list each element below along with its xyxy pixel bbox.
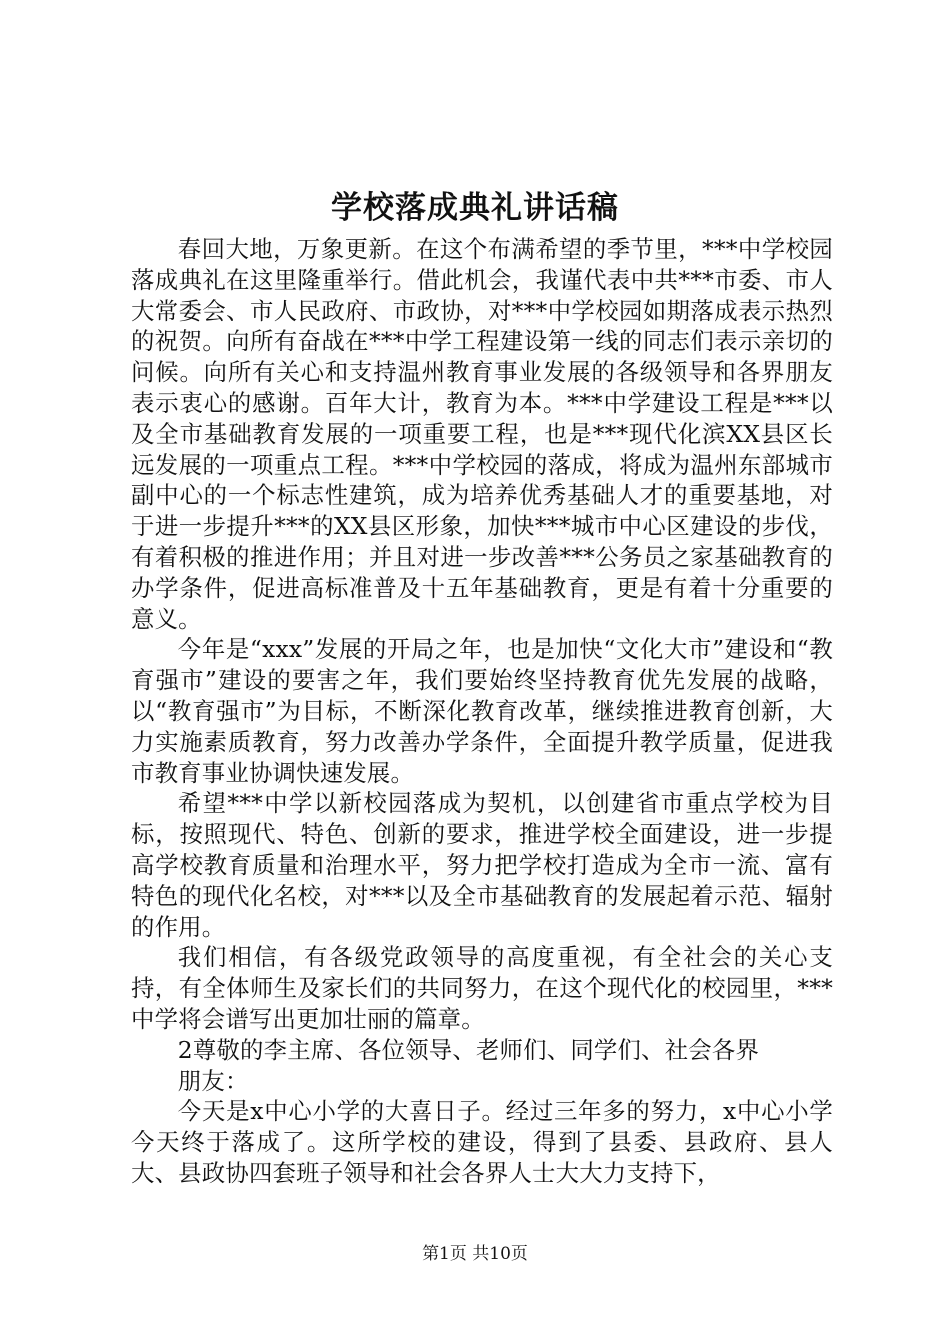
paragraph: 今年是“xxx”发展的开局之年，也是加快“文化大市”建设和“教育强市”建设的要害之年，我们要始终坚持教育优先发展的战略，以“教育强市”为目标，不断深化教育改革，继续推进教育创新，大力实施素质教育，努力改善办学条件，全面提升教学质量，促进我市教育事业协调快速发展。 [131,635,833,787]
page-footer: 第1页 共10页 [422,1244,528,1264]
document-title: 学校落成典礼讲话稿 [331,190,619,226]
document-body [131,234,833,1189]
paragraph: 今天是x中心小学的大喜日子。经过三年多的努力，x中心小学今天终于落成了。这所学校的建设，得到了县委、县政府、县人大、县政协四套班子领导和社会各界人士大大力支持下， [131,1097,833,1187]
paragraph: 春回大地，万象更新。在这个布满希望的季节里，***中学校园落成典礼在这里隆重举行。借此机会，我谨代表中共***市委、市人大常委会、市人民政府、市政协，对***中学校园如期落成表示热烈的祝贺。向所有奋战在***中学工程建设第一线的同志们表示亲切的问候。向所有关心和支持温州教育事业发展的各级领导和各界朋友表示衷心的感谢。百年大计，教育为本。***中学建设工程是***以及全市基础教育发展的一项重要工程，也是***现代化滨XX县区长远发展的一项重点工程。***中学校园的落成，将成为温州东部城市副中心的一个标志性建筑，成为培养优秀基础人才的重要基地，对于进一步提升***的XX县区形象，加快***城市中心区建设的步伐，有着积极的推进作用；并且对进一步改善***公务员之家基础教育的办学条件，促进高标准普及十五年基础教育，更是有着十分重要的意义。 [131,235,833,633]
paragraph: 希望***中学以新校园落成为契机，以创建省市重点学校为目标，按照现代、特色、创新的要求，推进学校全面建设，进一步提高学校教育质量和治理水平，努力把学校打造成为全市一流、富有特色的现代化名校，对***以及全市基础教育的发展起着示范、辐射的作用。 [131,789,833,941]
salutation-line: 2尊敬的李主席、各位领导、老师们、同学们、社会各界 [177,1035,760,1064]
paragraph: 我们相信，有各级党政领导的高度重视，有全社会的关心支持，有全体师生及家长们的共同努力，在这个现代化的校园里，***中学将会谱写出更加壮丽的篇章。 [131,943,833,1033]
salutation-line-continued: 朋友： [177,1066,249,1095]
